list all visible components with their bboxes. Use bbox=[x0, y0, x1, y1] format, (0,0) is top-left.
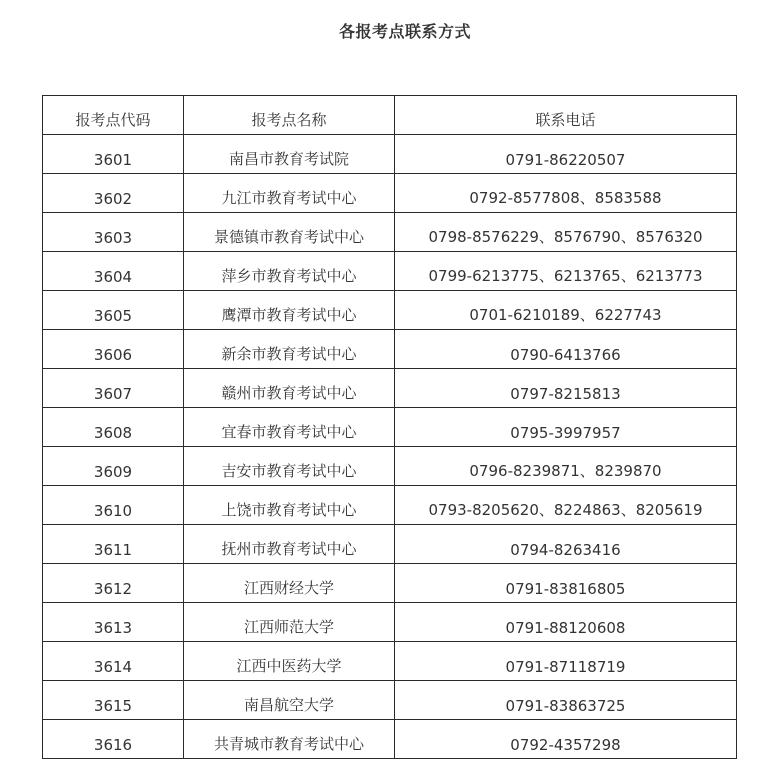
cell-name: 共青城市教育考试中心 bbox=[184, 720, 395, 759]
table-row bbox=[43, 213, 737, 252]
cell-phone: 0794-8263416 bbox=[395, 525, 737, 564]
cell-name: 新余市教育考试中心 bbox=[184, 330, 395, 369]
cell-phone: 0791-83816805 bbox=[395, 564, 737, 603]
header-phone: 联系电话 bbox=[395, 96, 737, 135]
contact-table bbox=[42, 95, 737, 759]
cell-phone: 0791-88120608 bbox=[395, 603, 737, 642]
table-row bbox=[43, 330, 737, 369]
cell-phone: 0791-83863725 bbox=[395, 681, 737, 720]
cell-phone: 0791-87118719 bbox=[395, 642, 737, 681]
cell-name: 鹰潭市教育考试中心 bbox=[184, 291, 395, 330]
table-row bbox=[43, 252, 737, 291]
table-header-row bbox=[43, 96, 737, 135]
cell-code: 3607 bbox=[43, 369, 184, 408]
cell-phone: 0792-8577808、8583588 bbox=[395, 174, 737, 213]
cell-name: 景德镇市教育考试中心 bbox=[184, 213, 395, 252]
cell-code: 3613 bbox=[43, 603, 184, 642]
cell-code: 3605 bbox=[43, 291, 184, 330]
cell-name: 南昌航空大学 bbox=[184, 681, 395, 720]
table-row bbox=[43, 135, 737, 174]
cell-name: 抚州市教育考试中心 bbox=[184, 525, 395, 564]
table-row bbox=[43, 681, 737, 720]
cell-code: 3609 bbox=[43, 447, 184, 486]
cell-name: 南昌市教育考试院 bbox=[184, 135, 395, 174]
table-row bbox=[43, 291, 737, 330]
cell-code: 3614 bbox=[43, 642, 184, 681]
table-row bbox=[43, 642, 737, 681]
cell-name: 江西财经大学 bbox=[184, 564, 395, 603]
cell-code: 3611 bbox=[43, 525, 184, 564]
cell-code: 3616 bbox=[43, 720, 184, 759]
cell-phone: 0797-8215813 bbox=[395, 369, 737, 408]
cell-code: 3604 bbox=[43, 252, 184, 291]
cell-code: 3603 bbox=[43, 213, 184, 252]
page-title: 各报考点联系方式 bbox=[338, 22, 471, 41]
cell-name: 吉安市教育考试中心 bbox=[184, 447, 395, 486]
cell-code: 3612 bbox=[43, 564, 184, 603]
cell-name: 江西师范大学 bbox=[184, 603, 395, 642]
cell-name: 赣州市教育考试中心 bbox=[184, 369, 395, 408]
cell-code: 3608 bbox=[43, 408, 184, 447]
cell-phone: 0791-86220507 bbox=[395, 135, 737, 174]
cell-phone: 0793-8205620、8224863、8205619 bbox=[395, 486, 737, 525]
table-row bbox=[43, 408, 737, 447]
cell-phone: 0790-6413766 bbox=[395, 330, 737, 369]
cell-name: 九江市教育考试中心 bbox=[184, 174, 395, 213]
cell-code: 3601 bbox=[43, 135, 184, 174]
table-row bbox=[43, 174, 737, 213]
cell-phone: 0792-4357298 bbox=[395, 720, 737, 759]
cell-code: 3610 bbox=[43, 486, 184, 525]
table-row bbox=[43, 447, 737, 486]
table-row bbox=[43, 720, 737, 759]
table-row bbox=[43, 369, 737, 408]
cell-phone: 0701-6210189、6227743 bbox=[395, 291, 737, 330]
header-name: 报考点名称 bbox=[184, 96, 395, 135]
cell-code: 3606 bbox=[43, 330, 184, 369]
table-row bbox=[43, 564, 737, 603]
cell-phone: 0799-6213775、6213765、6213773 bbox=[395, 252, 737, 291]
cell-code: 3602 bbox=[43, 174, 184, 213]
cell-phone: 0798-8576229、8576790、8576320 bbox=[395, 213, 737, 252]
cell-name: 上饶市教育考试中心 bbox=[184, 486, 395, 525]
cell-name: 萍乡市教育考试中心 bbox=[184, 252, 395, 291]
cell-phone: 0796-8239871、8239870 bbox=[395, 447, 737, 486]
header-code: 报考点代码 bbox=[43, 96, 184, 135]
table-row bbox=[43, 486, 737, 525]
cell-name: 江西中医药大学 bbox=[184, 642, 395, 681]
cell-code: 3615 bbox=[43, 681, 184, 720]
cell-name: 宜春市教育考试中心 bbox=[184, 408, 395, 447]
table-row bbox=[43, 603, 737, 642]
table-row bbox=[43, 525, 737, 564]
cell-phone: 0795-3997957 bbox=[395, 408, 737, 447]
